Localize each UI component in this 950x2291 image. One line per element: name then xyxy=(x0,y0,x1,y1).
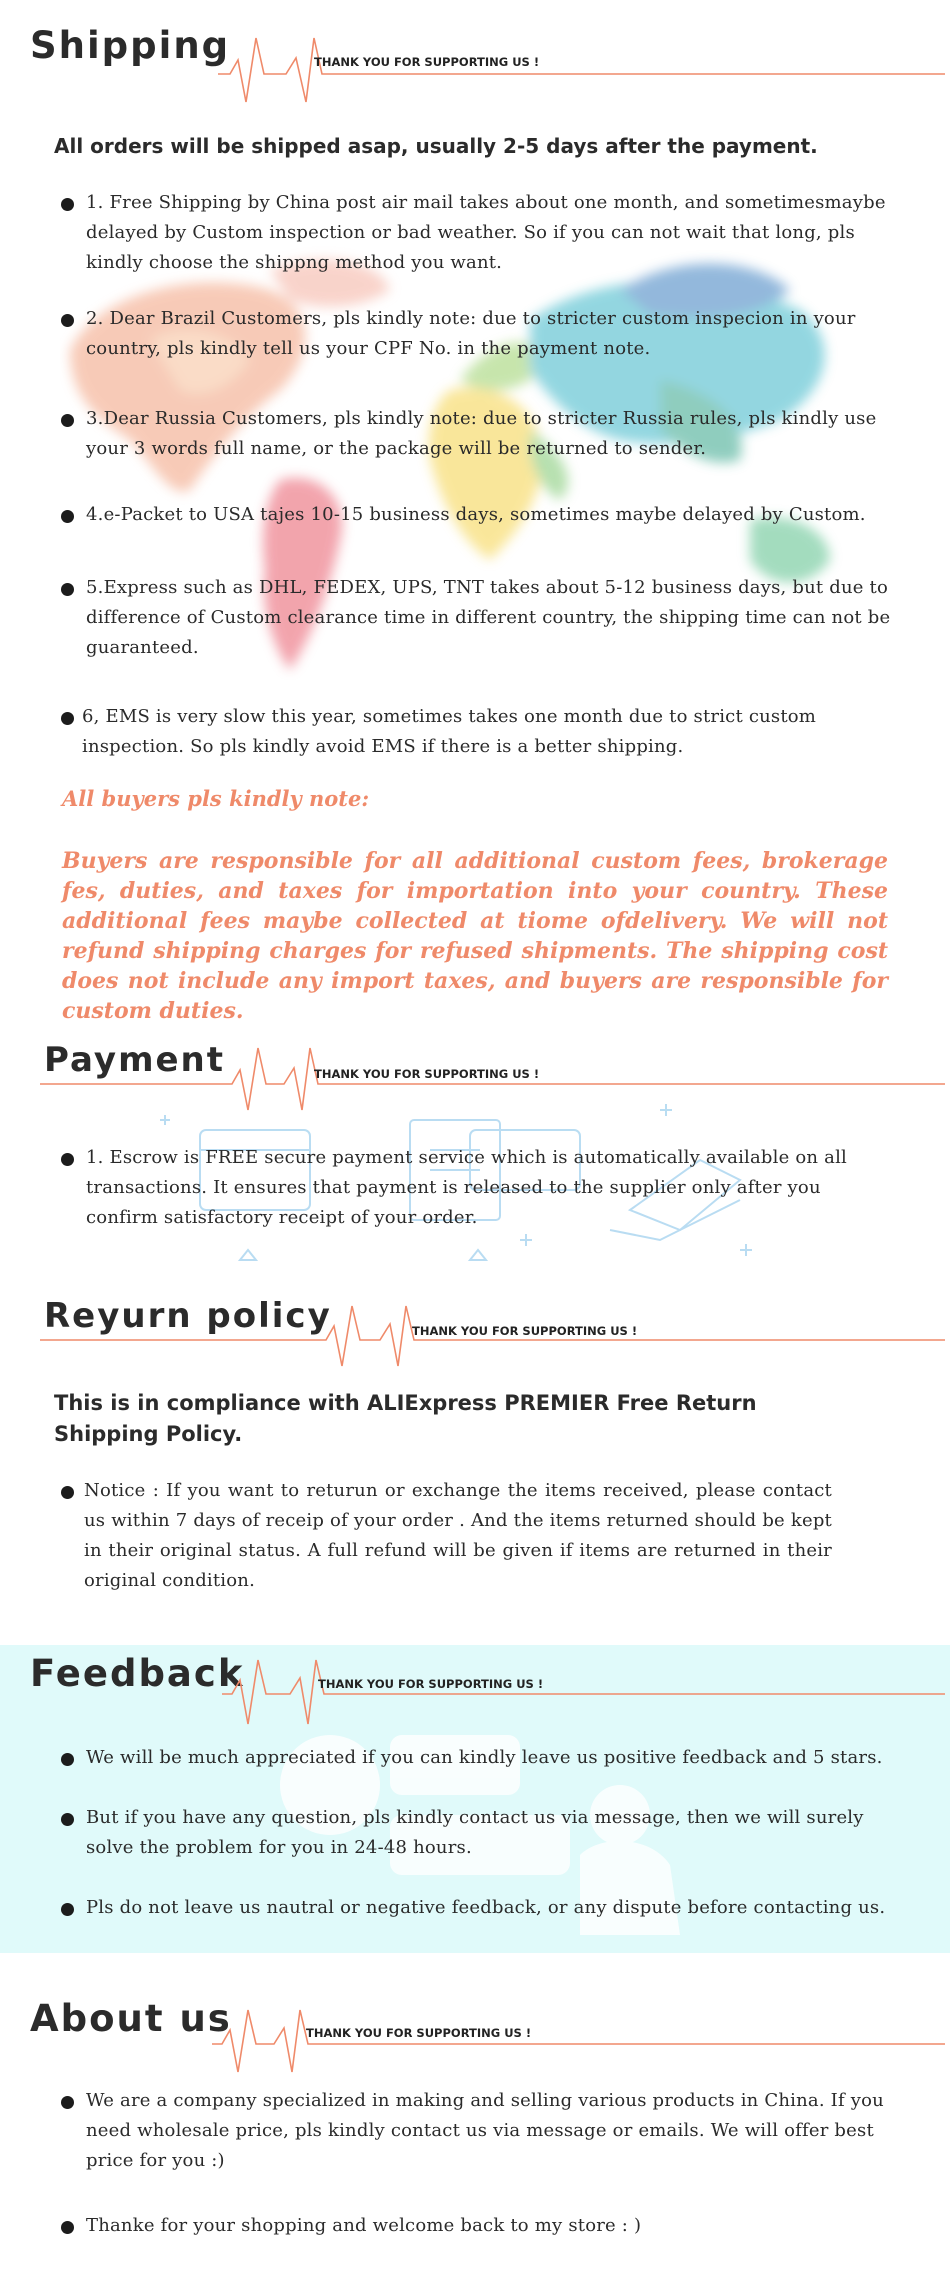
bullet-icon xyxy=(61,2096,74,2109)
feedback-item-text: But if you have any question, pls kindly contact us via message, then we will surely solve the problem for you in 24-48 hours. xyxy=(86,1807,864,1858)
bullet-icon xyxy=(61,198,74,211)
shipping-tagline: THANK YOU FOR SUPPORTING US ! xyxy=(314,55,540,69)
bullet-icon xyxy=(61,1153,74,1166)
bullet-icon xyxy=(61,1486,74,1499)
bullet-icon xyxy=(61,583,74,596)
bullet-icon xyxy=(61,510,74,523)
about-item-text: Thanke for your shopping and welcome back to my store : ) xyxy=(86,2215,642,2236)
return-policy-item-1 xyxy=(84,1476,832,1596)
payment-tagline: THANK YOU FOR SUPPORTING US ! xyxy=(314,1067,540,1081)
heartbeat-divider-icon xyxy=(0,1650,950,1740)
feedback-title: Feedback xyxy=(30,1652,245,1695)
shipping-item-text: 1. Free Shipping by China post air mail takes about one month, and sometimesmaybe delayed by Custom inspection or bad weather. So if you can not wait that long, pls kindly choose the shippng method you want. xyxy=(86,192,886,273)
bullet-icon xyxy=(61,1813,74,1826)
return-policy-item-text: Notice : If you want to returun or exchange the items received, please contact us within 7 days of receip of your order . And the items returned should be kept in their original status. A full refund will be given if items are returned in their original condition. xyxy=(84,1480,832,1591)
bullet-icon xyxy=(61,414,74,427)
return-policy-title: Reyurn policy xyxy=(44,1296,332,1336)
about-item-text: We are a company specialized in making and selling various products in China. If you need wholesale price, pls kindly contact us via message or emails. We will offer best price for you :) xyxy=(86,2090,884,2171)
feedback-item-text: We will be much appreciated if you can kindly leave us positive feedback and 5 stars. xyxy=(86,1747,883,1768)
bullet-icon xyxy=(61,314,74,327)
feedback-tagline: THANK YOU FOR SUPPORTING US ! xyxy=(318,1677,544,1691)
feedback-item-1 xyxy=(86,1743,906,1773)
return-policy-tagline: THANK YOU FOR SUPPORTING US ! xyxy=(412,1324,638,1338)
shipping-item-4 xyxy=(86,500,906,530)
payment-title: Payment xyxy=(44,1040,226,1080)
bullet-icon xyxy=(61,712,74,725)
buyers-note-title: All buyers pls kindly note: xyxy=(62,786,370,811)
shipping-title: Shipping xyxy=(30,24,231,67)
shipping-item-3 xyxy=(86,404,896,464)
payment-item-1 xyxy=(86,1143,856,1233)
about-tagline: THANK YOU FOR SUPPORTING US ! xyxy=(306,2026,532,2040)
shipping-item-5 xyxy=(86,573,896,663)
feedback-item-text: Pls do not leave us nautral or negative feedback, or any dispute before contacting us. xyxy=(86,1897,886,1918)
return-policy-intro: This is in compliance with ALIExpress PREMIER Free Return Shipping Policy. xyxy=(54,1391,757,1446)
shipping-item-6 xyxy=(82,702,862,762)
shipping-item-2 xyxy=(86,304,886,364)
shipping-item-text: 5.Express such as DHL, FEDEX, UPS, TNT takes about 5-12 business days, but due to difference of Custom clearance time in different country, the shipping time can not be guaranteed. xyxy=(86,577,891,658)
about-title: About us xyxy=(30,1997,232,2040)
shipping-item-text: 3.Dear Russia Customers, pls kindly note: due to stricter Russia rules, pls kindly use your 3 words full name, or the package will be returned to sender. xyxy=(86,408,877,459)
feedback-item-2 xyxy=(86,1803,906,1863)
shipping-item-text: 2. Dear Brazil Customers, pls kindly note: due to stricter custom inspecion in your country, pls kindly tell us your CPF No. in the payment note. xyxy=(86,308,856,359)
feedback-item-3 xyxy=(86,1893,936,1923)
shipping-item-text: 6, EMS is very slow this year, sometimes takes one month due to strict custom inspection. So pls kindly avoid EMS if there is a better shipping. xyxy=(82,706,817,757)
bullet-icon xyxy=(61,1753,74,1766)
payment-item-text: 1. Escrow is FREE secure payment service which is automatically available on all transactions. It ensures that payment is released to the supplier only after you confirm satisfactory receipt of your order. xyxy=(86,1147,847,1228)
about-item-1 xyxy=(86,2086,906,2176)
shipping-intro: All orders will be shipped asap, usually 2-5 days after the payment. xyxy=(54,134,818,158)
bullet-icon xyxy=(61,2221,74,2234)
shipping-item-1 xyxy=(86,188,886,278)
about-item-2 xyxy=(86,2211,906,2241)
buyers-note-body: Buyers are responsible for all additional custom fees, brokerage fes, duties, and taxes for importation into your country. These additional fees maybe collected at tiome ofdelivery. We will not refund shipping charges for refused shipments. The shipping cost does not include any import taxes, and buyers are responsible for custom duties. xyxy=(62,848,888,1024)
bullet-icon xyxy=(61,1903,74,1916)
shipping-item-text: 4.e-Packet to USA tajes 10-15 business days, sometimes maybe delayed by Custom. xyxy=(86,504,866,525)
